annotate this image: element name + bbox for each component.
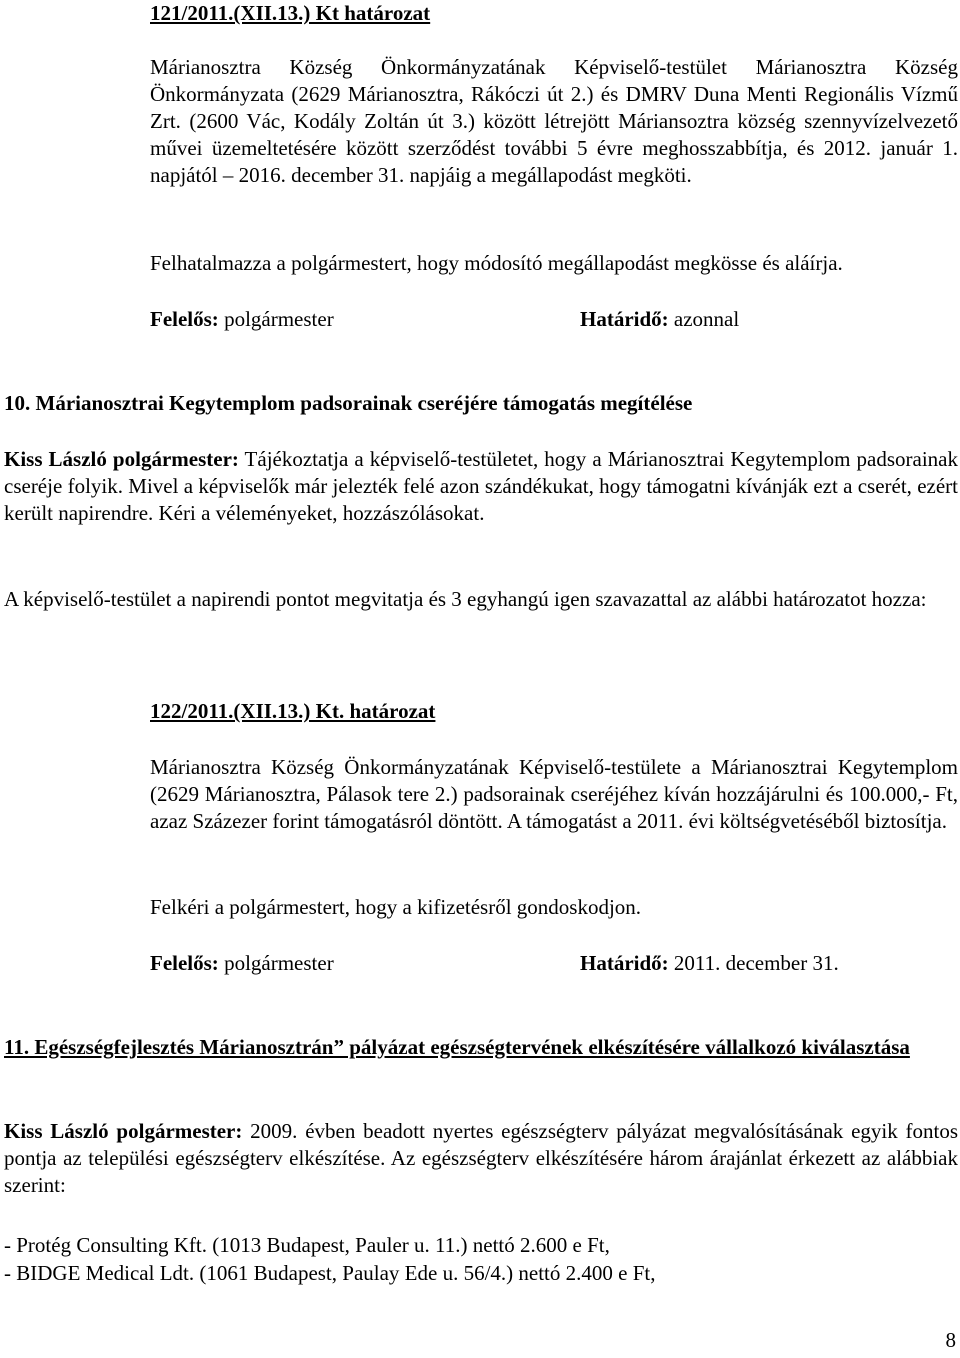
agenda-item-11-heading: 11. Egészségfejlesztés Márianosztrán” pályázat egészségtervének elkészítésére vállalkozó kiválasztása [4,1035,910,1059]
resolution-122-request: Felkéri a polgármestert, hogy a kifizetésről gondoskodjon. [150,895,642,919]
responsible-person: Felelős: polgármester [150,307,334,331]
resolution-121-body: Márianosztra Község Önkormányzatának Képviselő-testület Márianosztra Község Önkormányzata (2629 Márianosztra, Rákóczi út 2.) és DMRV Duna Menti Regionális Vízmű Zrt. (2600 Vác, Kodály Zoltán út 3.) között létrejött Máriansoztra község szennyvízelvezető művei üzemeltetésére között szerződést további 5 évre meghosszabbítja, és 2012. január 1. napjától – 2016. december 31. napjáig a megállapodást megköti. [150,55,958,187]
resolution-122-responsibility-row [150,950,958,977]
agenda-item-10-report: Kiss László polgármester: Tájékoztatja a képviselő-testületet, hogy a Márianosztrai Kegytemplom padsorainak cseréje folyik. Mivel a képviselők már jelezték felé azon szándékukat, hogy támogatni kívánják ezt a cserét, ezért került napirendre. Kéri a véleményeket, hozzászólásokat. [4,447,959,525]
responsible-person: Felelős: polgármester [150,951,334,975]
agenda-item-10-heading: 10. Márianosztrai Kegytemplom padsorainak cseréjére támogatás megítélése [4,391,693,415]
resolution-121-title: 121/2011.(XII.13.) Kt határozat [150,1,431,25]
page-number: 8 [945,1328,956,1352]
deadline: Határidő: 2011. december 31. [580,951,839,975]
resolution-121-authorization: Felhatalmazza a polgármestert, hogy módosító megállapodást megkösse és aláírja. [150,251,843,275]
offer-list-item: - Protég Consulting Kft. (1013 Budapest, Pauler u. 11.) nettó 2.600 e Ft, [4,1233,610,1257]
deadline: Határidő: azonnal [580,307,740,331]
agenda-item-11-report: Kiss László polgármester: 2009. évben beadott nyertes egészségterv pályázat megvalósításának egyik fontos pontja az települési egészségterv elkészítése. Az egészségterv elkészítésére három árajánlat érkezett az alábbiak szerint: [4,1119,959,1197]
resolution-122-body: Márianosztra Község Önkormányzatának Képviselő-testülete a Márianosztrai Kegytemplom (2629 Márianosztra, Pálasok tere 2.) padsorainak cseréjéhez kíván hozzájárulni és 100.000,- Ft, azaz Százezer forint támogatásról döntött. A támogatást a 2011. évi költségvetéséből biztosítja. [150,755,958,833]
offer-list-item: - BIDGE Medical Ldt. (1061 Budapest, Paulay Ede u. 56/4.) nettó 2.400 e Ft, [4,1261,656,1285]
agenda-item-10-vote: A képviselő-testület a napirendi pontot megvitatja és 3 egyhangú igen szavazattal az alábbi határozatot hozza: [4,587,927,611]
resolution-121-responsibility-row [150,306,958,333]
resolution-122-title: 122/2011.(XII.13.) Kt. határozat [150,699,436,723]
